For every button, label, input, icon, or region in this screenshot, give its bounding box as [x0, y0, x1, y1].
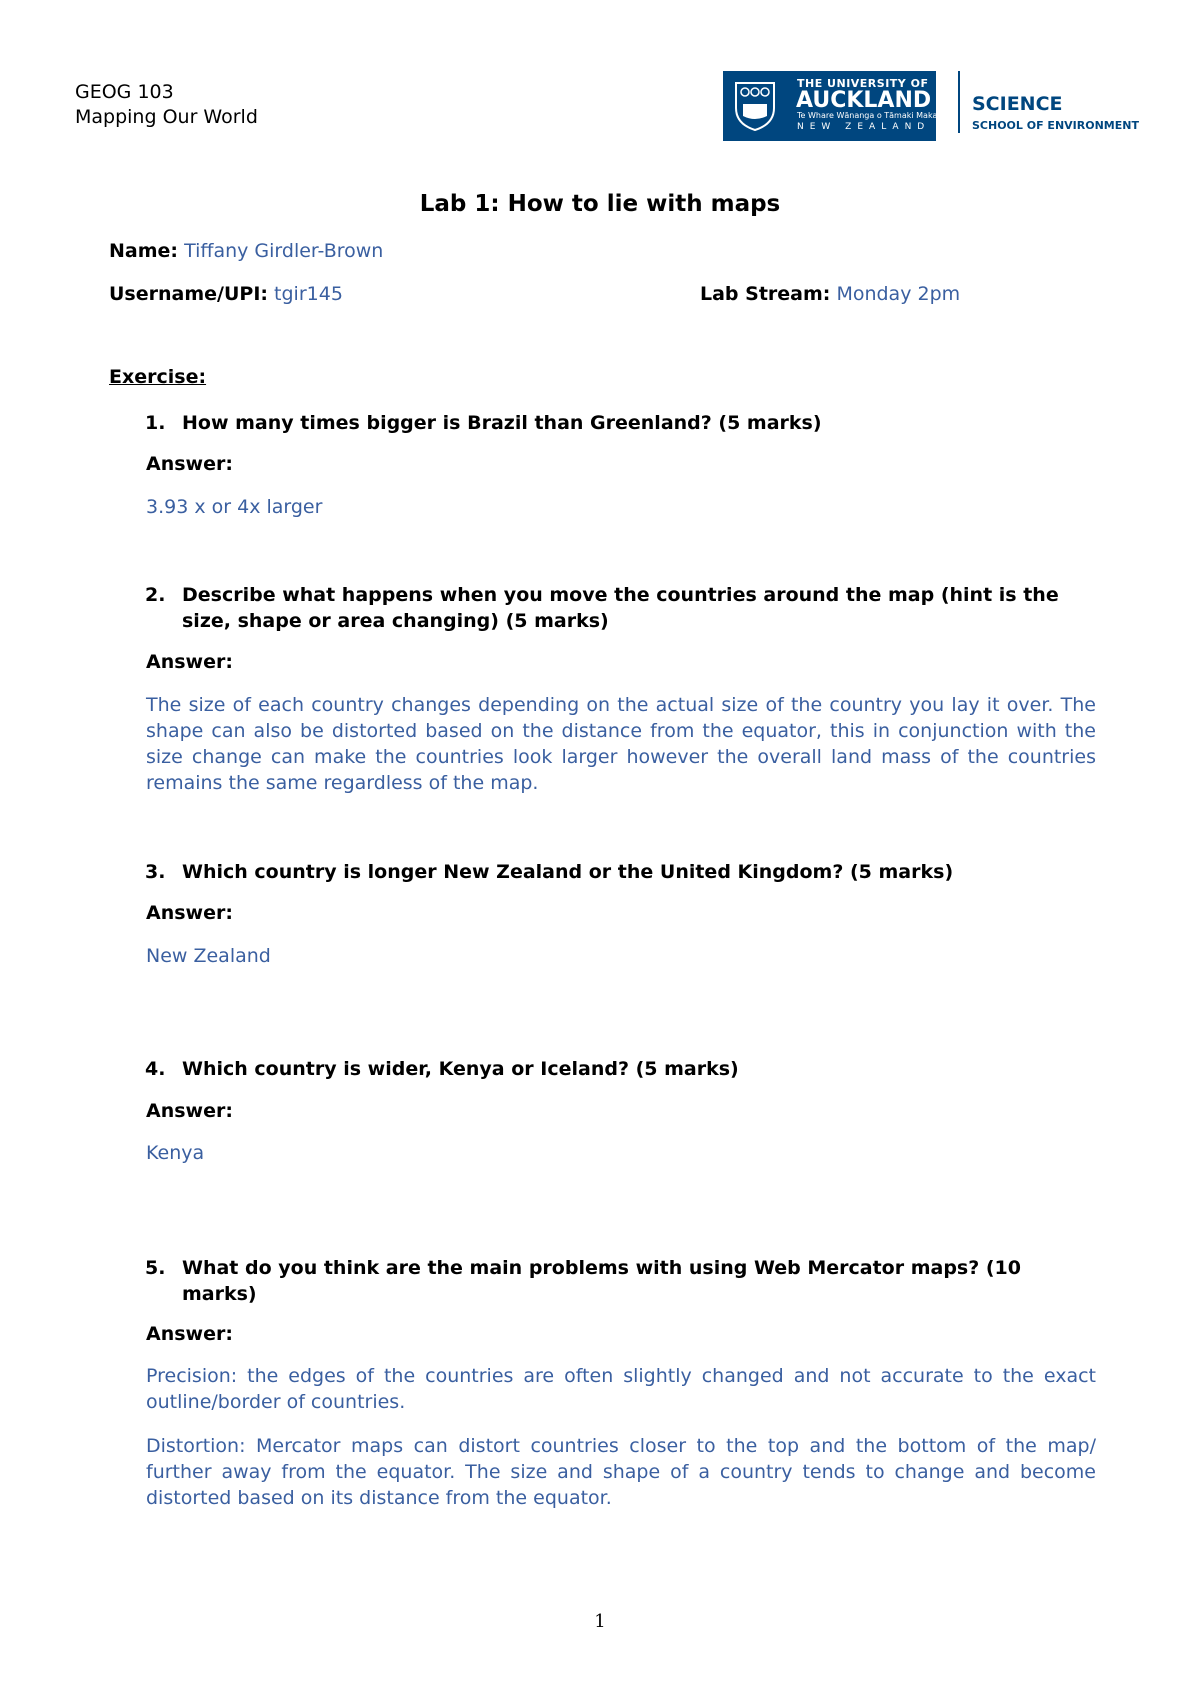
answer-3: New Zealand [146, 945, 271, 967]
upi-field [109, 283, 343, 305]
question-5 [145, 1255, 1095, 1307]
name-field [109, 240, 383, 262]
answer-4: Kenya [146, 1142, 205, 1164]
logo-line-maori-name: Te Whare Wānanga o Tāmaki Makaurau [797, 111, 956, 120]
question-number: 4. [145, 1058, 166, 1080]
name-value: Tiffany Girdler-Brown [184, 240, 384, 262]
stream-label: Lab Stream: [700, 283, 831, 305]
answer-label: Answer: [146, 902, 233, 924]
logo-line-university-of: THE UNIVERSITY OF [797, 77, 929, 90]
crest-icon [733, 80, 777, 132]
question-text: What do you think are the main problems with using Web Mercator maps? (10 marks) [182, 1257, 1021, 1305]
question-number: 3. [145, 861, 166, 883]
university-logo [723, 71, 1139, 141]
course-code: GEOG 103 [75, 81, 174, 103]
question-number: 5. [145, 1257, 166, 1279]
upi-value: tgir145 [274, 283, 343, 305]
course-name: Mapping Our World [75, 106, 258, 128]
section-heading: Exercise: [109, 366, 207, 388]
answer-label: Answer: [146, 1323, 233, 1345]
stream-field [700, 283, 960, 305]
logo-divider [958, 71, 960, 133]
answer-2: The size of each country changes depending on the actual size of the country you lay it over. The shape can also be distorted based on the distance from the equator, this in conjunction with the size change can make the countries look larger however the overall land mass of the countries remains the same regardless of the map. [146, 694, 1096, 794]
uoa-logo-box [723, 71, 956, 141]
document-title: Lab 1: How to lie with maps [419, 191, 781, 217]
answer-label: Answer: [146, 453, 233, 475]
question-text: Which country is longer New Zealand or the United Kingdom? (5 marks) [182, 861, 954, 883]
name-label: Name: [109, 240, 179, 262]
school-name: SCHOOL OF ENVIRONMENT [972, 119, 1139, 132]
question-text: How many times bigger is Brazil than Greenland? (5 marks) [182, 412, 822, 434]
question-text: Which country is wider, Kenya or Iceland? (5 marks) [182, 1058, 739, 1080]
page-number: 1 [594, 1611, 606, 1632]
answer-label: Answer: [146, 651, 233, 673]
question-text: Describe what happens when you move the countries around the map (hint is the size, shape or area changing) (5 marks) [182, 584, 1059, 632]
answer-5-precision: Precision: the edges of the countries are often slightly changed and not accurate to the exact outline/border of countries. [146, 1365, 1096, 1413]
question-4 [145, 1056, 1095, 1082]
question-1 [145, 410, 1095, 436]
course-info [75, 80, 258, 130]
question-number: 1. [145, 412, 166, 434]
question-number: 2. [145, 584, 166, 606]
stream-value: Monday 2pm [836, 283, 961, 305]
faculty-name: SCIENCE [972, 93, 1063, 115]
question-2 [145, 582, 1095, 634]
logo-line-new-zealand: NEW ZEALAND [797, 122, 931, 132]
logo-line-auckland: AUCKLAND [796, 88, 932, 113]
upi-label: Username/UPI: [109, 283, 268, 305]
answer-label: Answer: [146, 1100, 233, 1122]
question-3 [145, 859, 1095, 885]
answer-1: 3.93 x or 4x larger [146, 496, 323, 518]
answer-5-distortion: Distortion: Mercator maps can distort countries closer to the top and the bottom of the map/ further away from the equator. The size and shape of a country tends to change and become distorted based on its distance from the equator. [146, 1435, 1096, 1509]
